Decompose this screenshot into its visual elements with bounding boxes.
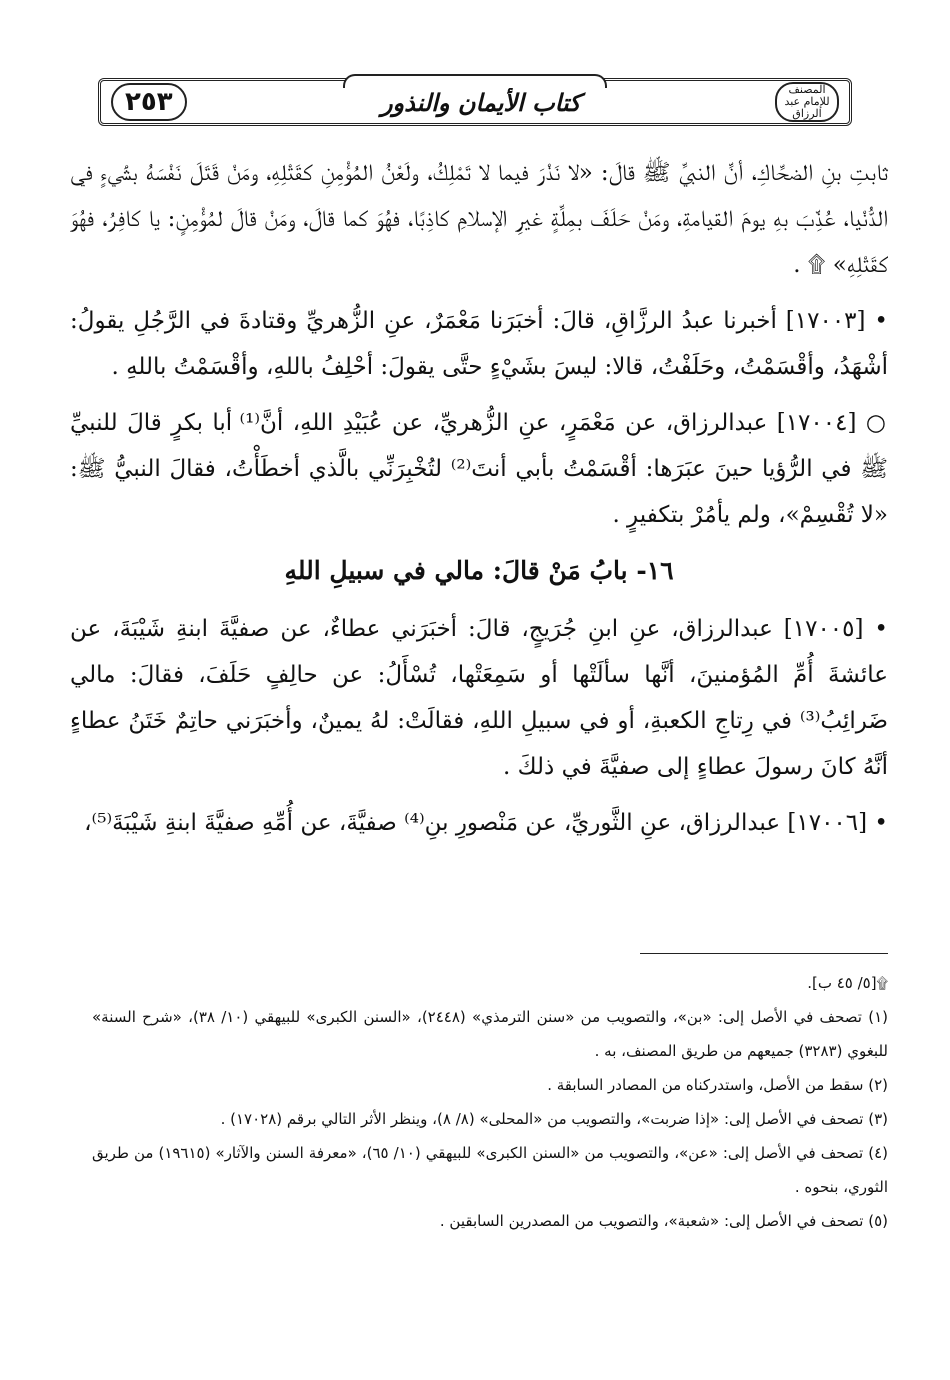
footnote-4: (٤) تصحف في الأصل إلى: «عن»، والتصويب من «السنن الكبرى» للبيهقي (١٠/ ٦٥)، «معرفة السنن والآثار» (١٩٦١٥) من طريق الثوري، بنحوه . [92, 1144, 888, 1196]
running-header [98, 78, 852, 126]
book-title: كتاب الأيمان والنذور [380, 87, 581, 117]
page-number: ٢٥٣ [111, 83, 187, 121]
footnotes [92, 966, 888, 1238]
footnote-divider [640, 953, 888, 954]
chapter-heading: ١٦- بابُ مَنْ قالَ: مالي في سبيلِ اللهِ [284, 556, 674, 585]
hadith-17005: • [١٧٠٠٥] عبدالرزاق، عنِ ابنِ جُرَيجٍ، قالَ: أخبَرَني عطاءٌ، عن صفيَّةَ ابنةِ شَيْبَةَ، عن عائشةَ أُمِّ المُؤمنينَ، أنَّها سألَتْها أو سَمِعَتْها، تُسْأَلُ: عن حالِفٍ حَلَفَ، فقالَ: مالي ضَرائِبُ⁽³⁾ في رِتاجِ الكعبةِ، أو في سبيلِ اللهِ، فقالَتْ: لهُ يمينٌ، وأخبَرَني حاتِمٌ خَتَنُ عطاءٍ أنَّهُ كانَ رسولَ عطاءٍ إلى صفيَّةَ في ذلكَ . [70, 616, 888, 780]
footnote-2: (٢) سقط من الأصل، واستدركناه من المصادر السابقة . [547, 1076, 888, 1094]
footnote-3: (٣) تصحف في الأصل إلى: «إذا ضربت»، والتصويب من «المحلى» (٨/ ٨)، وينظر الأثر التالي برقم (١٧٠٢٨) . [220, 1110, 888, 1128]
footnote-marker: ۩[٥/ ٤٥ ب]. [807, 974, 888, 992]
hadith-17003: • [١٧٠٠٣] أخبرنا عبدُ الرزَّاقِ، قالَ: أخبَرَنا مَعْمَرٌ، عنِ الزُّهريِّ وقتادةَ في الرَّجُلِ يقولُ: أشْهَدُ، وأقْسَمْتُ، وحَلَفْتُ، قالا: ليسَ بشَيْءٍ حتَّى يقولَ: أحْلِفُ باللهِ، وأقْسَمْتُ باللهِ . [70, 308, 888, 380]
footnote-5: (٥) تصحف في الأصل إلى: «شعبة»، والتصويب من المصدرين السابقين . [439, 1212, 888, 1230]
footnote-1: (١) تصحف في الأصل إلى: «بن»، والتصويب من «سنن الترمذي» (٢٤٤٨)، «السنن الكبرى» للبيهقي (١٠/ ٣٨)، «شرح السنة» للبغوي (٣٢٨٣) جميعهم من طريق المصنف، به . [92, 1008, 888, 1060]
hadith-17006: • [١٧٠٠٦] عبدالرزاق، عنِ الثَّوريِّ، عن مَنْصورِ بنِ⁽⁴⁾ صفيَّةَ، عن أُمِّهِ صفيَّةَ ابنةِ شَيْبَةَ⁽⁵⁾، [84, 810, 888, 836]
hadith-continuation: ثابتِ بنِ الضحَّاكِ، أنَّ النبيَّ ﷺ قالَ: «لا نَذْرَ فيما لا تَمْلِكُ، ولَعْنُ المُؤْمِنِ كقَتْلِهِ، ومَنْ قَتَلَ نَفْسَهُ بشَيْءٍ في الدُّنْيا، عُذِّبَ بهِ يومَ القيامةِ، ومَنْ حَلَفَ بمِلَّةٍ غيرِ الإسلامِ كاذِبًا، فهُوَ كما قالَ، ومَنْ قالَ لمُؤْمِنٍ: يا كافِرُ، فهُوَ كقَتْلِهِ» ۩ . [70, 160, 888, 278]
main-text [70, 150, 888, 856]
hadith-17004: ○ [١٧٠٠٤] عبدالرزاق، عن مَعْمَرٍ، عنِ الزُّهريِّ، عن عُبَيْدِ اللهِ، أنَّ⁽¹⁾ أبا بكرٍ قالَ للنبيِّ ﷺ في الرُّؤيا حينَ عبَرَها: أقْسَمْتُ بأبي أنتَ⁽²⁾ لتُخْبِرَنِّي بالَّذي أخطَأْتُ، فقالَ النبيُّ ﷺ: «لا تُقْسِمْ»، ولم يأمُرْ بتكفيرٍ . [70, 410, 889, 528]
header-ornament [343, 74, 607, 88]
book-emblem: المصنف للإمام عبد الرزاق [775, 82, 839, 122]
